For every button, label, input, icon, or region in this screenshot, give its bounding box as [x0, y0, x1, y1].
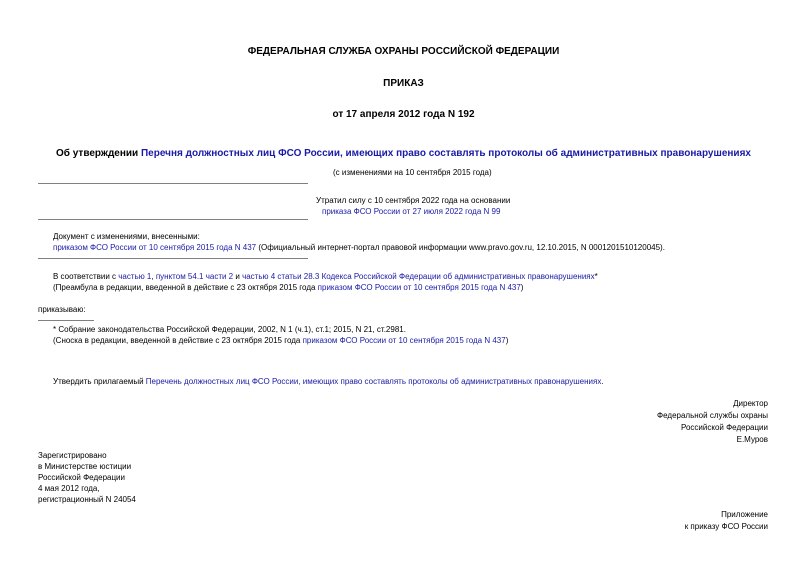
registration-line: регистрационный N 24054 — [38, 495, 136, 504]
expired-text: Утратил силу с 10 сентября 2022 года на основании — [316, 196, 511, 205]
doc-date-number: от 17 апреля 2012 года N 192 — [332, 109, 475, 120]
signature-line: Федеральной службы охраны — [657, 411, 768, 420]
approve-link[interactable]: Перечень должностных лиц ФСО России, имеющих право составлять протоколы об административных правонарушениях — [145, 377, 602, 386]
signature-line: Директор — [733, 399, 768, 408]
approve-text: . — [601, 377, 604, 386]
signature-line: Российской Федерации — [681, 423, 768, 432]
doc-title — [0, 148, 807, 159]
registration-line: Российской Федерации — [38, 473, 125, 482]
footnote-note-link[interactable]: приказом ФСО России от 10 сентября 2015 года N 437 — [302, 336, 506, 345]
amendment-note: (с изменениями на 10 сентября 2015 года) — [333, 168, 492, 177]
preamble-note-link[interactable]: приказом ФСО России от 10 сентября 2015 года N 437 — [317, 283, 521, 292]
footnote-note-text: (Сноска в редакции, введенной в действие с 23 октября 2015 года — [53, 336, 303, 345]
divider — [38, 183, 308, 184]
agency-name: ФЕДЕРАЛЬНАЯ СЛУЖБА ОХРАНЫ РОССИЙСКОЙ ФЕДЕРАЦИИ — [247, 46, 560, 57]
appendix-block — [685, 509, 768, 533]
preamble — [53, 272, 598, 281]
preamble-text: , — [151, 272, 156, 281]
approve-text: Утвердить прилагаемый — [53, 377, 146, 386]
appendix-line: Приложение — [721, 510, 768, 519]
doc-title-link[interactable]: Перечня должностных лиц ФСО России, имеющих право составлять протоколы об административных правонарушениях — [140, 148, 751, 159]
preamble-note-text: (Преамбула в редакции, введенной в действие с 23 октября 2015 года — [53, 283, 318, 292]
signature-block — [657, 398, 768, 446]
order-word: приказываю: — [38, 305, 86, 314]
doc-type: ПРИКАЗ — [383, 78, 424, 89]
expired-link[interactable]: приказа ФСО России от 27 июля 2022 года N 99 — [322, 207, 501, 216]
changes-link[interactable]: приказом ФСО России от 10 сентября 2015 года N 437 — [53, 243, 257, 252]
preamble-note-text: ) — [520, 283, 524, 292]
changes-line — [53, 243, 665, 252]
signature-name: Е.Муров — [736, 435, 768, 444]
preamble-text: и — [233, 272, 243, 281]
preamble-asterisk: * — [594, 272, 598, 281]
footnote-note — [53, 336, 508, 345]
divider — [38, 219, 308, 220]
footnote-divider — [38, 320, 94, 321]
approve-paragraph — [53, 377, 604, 386]
preamble-link-part1[interactable]: частью 1 — [118, 272, 152, 281]
preamble-link-koap[interactable]: частью 4 статьи 28.3 Кодекса Российской Федерации об административных правонарушениях — [242, 272, 595, 281]
registration-line: 4 мая 2012 года, — [38, 484, 100, 493]
footnote-note-text: ) — [505, 336, 509, 345]
appendix-line: к приказу ФСО России — [684, 522, 768, 531]
registration-block — [38, 450, 136, 505]
changes-label: Документ с изменениями, внесенными: — [53, 232, 200, 241]
footnote-text: * Собрание законодательства Российской Федерации, 2002, N 1 (ч.1), ст.1; 2015, N 21, ст.2981. — [53, 325, 406, 334]
preamble-note — [53, 283, 523, 292]
registration-line: Зарегистрировано — [38, 451, 107, 460]
divider — [38, 258, 308, 259]
registration-line: в Министерстве юстиции — [38, 462, 132, 471]
doc-title-prefix: Об утверждении — [56, 148, 141, 159]
changes-rest: (Официальный интернет-портал правовой информации www.pravo.gov.ru, 12.10.2015, N 0001201510120045). — [256, 243, 665, 252]
preamble-link-item54[interactable]: пунктом 54.1 части 2 — [155, 272, 234, 281]
preamble-text: В соответствии с — [53, 272, 119, 281]
